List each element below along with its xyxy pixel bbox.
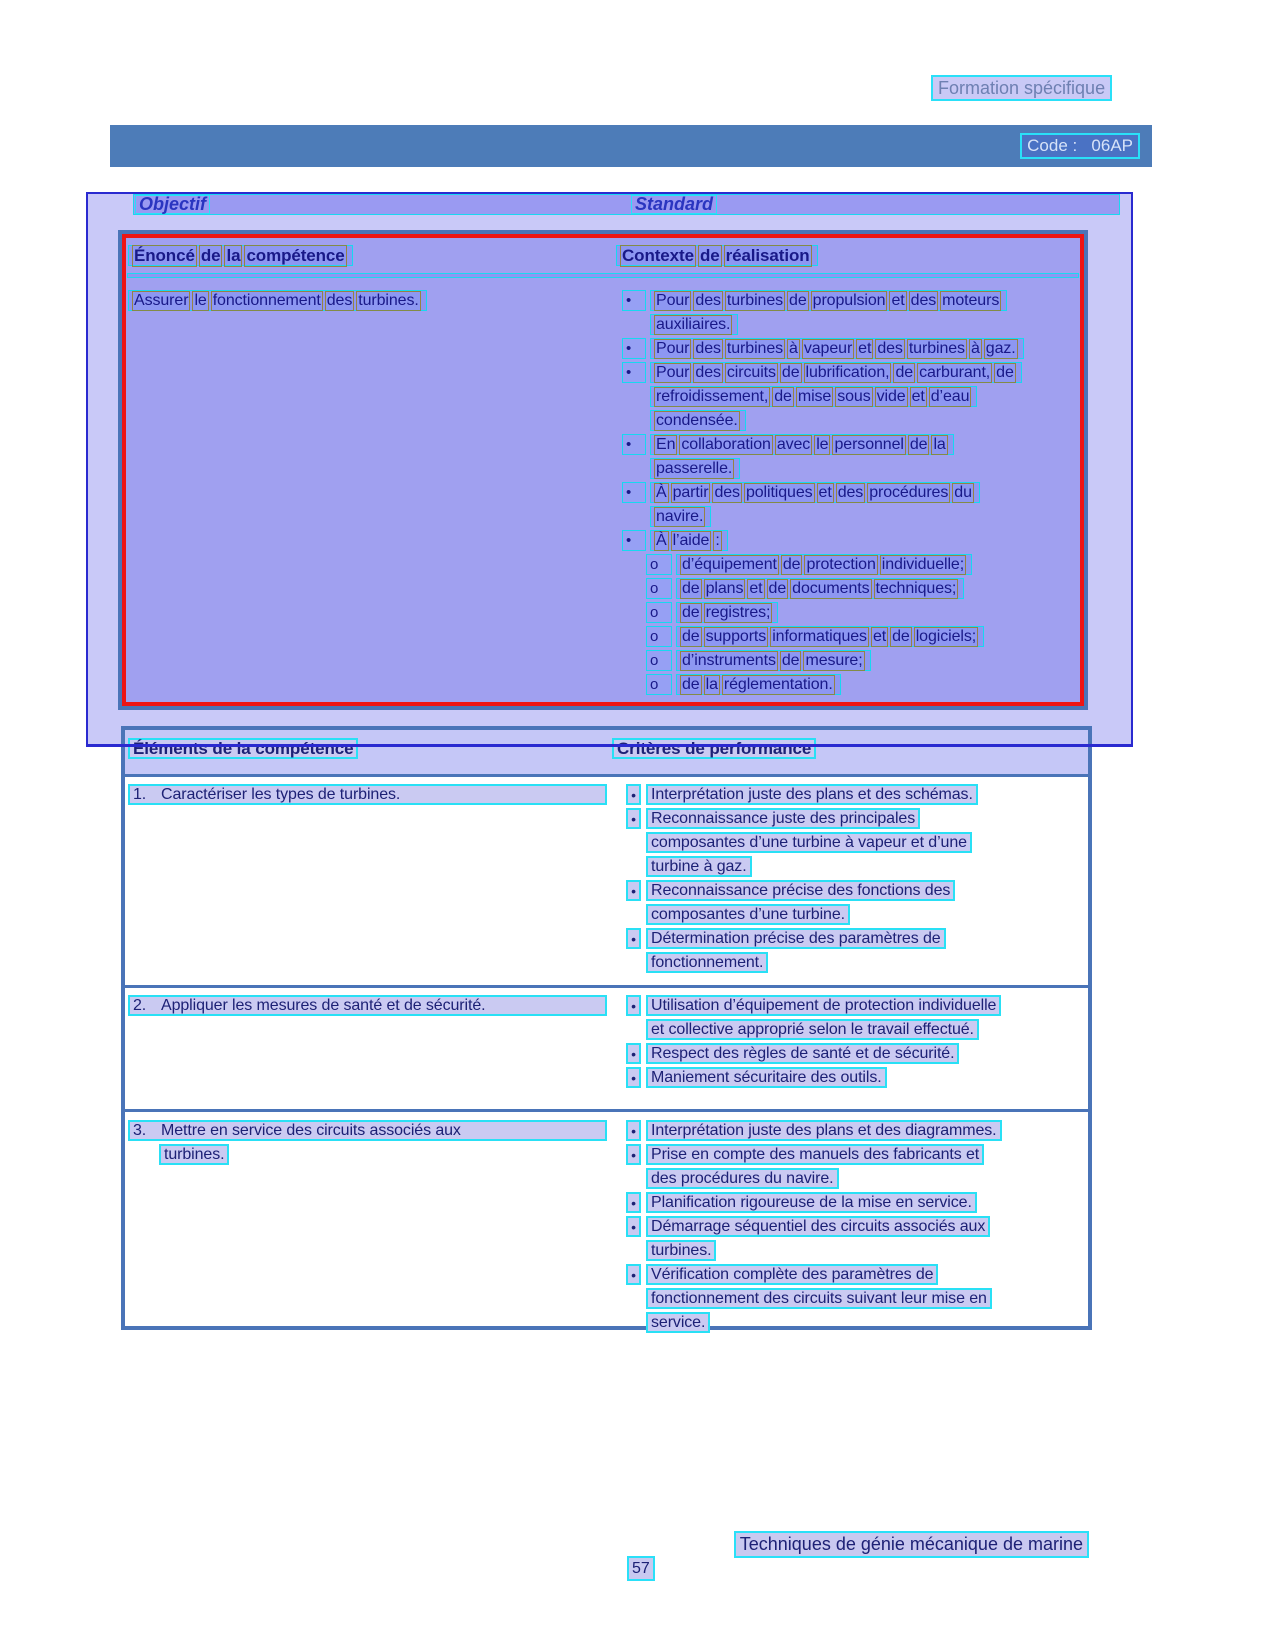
word-box: de bbox=[699, 245, 720, 265]
elements-criteria-table bbox=[121, 726, 1092, 1330]
element-line bbox=[128, 784, 612, 805]
context-line bbox=[616, 434, 1080, 455]
criteria-line bbox=[612, 1288, 1088, 1309]
context-line bbox=[616, 602, 1080, 623]
word-box: le bbox=[816, 435, 829, 453]
ocr-line: composantes d’une turbine. bbox=[646, 904, 850, 925]
word-box: de bbox=[682, 579, 700, 597]
col-header-contexte bbox=[616, 245, 818, 266]
word-box: registres; bbox=[705, 603, 771, 621]
bullet-icon: • bbox=[622, 362, 646, 383]
word-box: vide bbox=[876, 387, 906, 405]
bullet-icon: o bbox=[646, 554, 672, 575]
ocr-line: 1. Caractériser les types de turbines. bbox=[128, 784, 607, 805]
bullet-icon: • bbox=[626, 1264, 641, 1285]
table-row bbox=[125, 1109, 1088, 1334]
bullet-icon: • bbox=[622, 482, 646, 503]
context-list bbox=[616, 290, 1080, 695]
word-box: lubrification, bbox=[805, 363, 890, 381]
word-box: techniques; bbox=[875, 579, 957, 597]
word-box: des bbox=[877, 339, 903, 357]
word-box: des bbox=[837, 483, 864, 501]
element-line bbox=[128, 1120, 612, 1141]
word-box: documents bbox=[792, 579, 870, 597]
context-line bbox=[616, 674, 1080, 695]
word-box: et bbox=[911, 387, 925, 405]
context-line bbox=[616, 482, 1080, 503]
bullet-icon: • bbox=[626, 784, 641, 805]
ocr-line: Maniement sécuritaire des outils. bbox=[646, 1067, 887, 1088]
word-box: de bbox=[682, 603, 700, 621]
word-box: supports bbox=[705, 627, 767, 645]
ocr-line: 3. Mettre en service des circuits associés aux bbox=[128, 1120, 607, 1141]
ocr-line: Respect des règles de santé et de sécurité. bbox=[646, 1043, 959, 1064]
word-box: de bbox=[781, 363, 800, 381]
criteria-line bbox=[612, 995, 1088, 1016]
word-box: à bbox=[970, 339, 980, 357]
context-line bbox=[616, 410, 1080, 431]
ocr-line: Reconnaissance juste des principales bbox=[646, 808, 920, 829]
bullet-icon: • bbox=[622, 290, 646, 311]
word-box: de bbox=[895, 363, 914, 381]
ocr-line bbox=[650, 290, 1007, 311]
ocr-line: fonctionnement des circuits suivant leur mise en bbox=[646, 1288, 992, 1309]
ocr-line: composantes d’une turbine à vapeur et d’une bbox=[646, 832, 972, 853]
criteria-line bbox=[612, 1312, 1088, 1333]
element-line bbox=[128, 995, 612, 1016]
ocr-line: Utilisation d’équipement de protection individuelle bbox=[646, 995, 1001, 1016]
word-box: du bbox=[954, 483, 972, 501]
ocr-line: Interprétation juste des plans et des schémas. bbox=[646, 784, 978, 805]
bullet-icon: o bbox=[646, 626, 672, 647]
elements-rows bbox=[125, 777, 1088, 1334]
word-box: des bbox=[695, 363, 721, 381]
ocr-line: Reconnaissance précise des fonctions des bbox=[646, 880, 955, 901]
col-header-criteres: Critères de performance bbox=[612, 738, 816, 759]
word-box: à bbox=[789, 339, 798, 357]
word-box: la bbox=[226, 245, 241, 265]
word-box: collaboration bbox=[681, 435, 771, 453]
word-box: turbines. bbox=[358, 291, 419, 309]
criteria-line bbox=[612, 1144, 1088, 1165]
ocr-line: 2. Appliquer les mesures de santé et de sécurité. bbox=[128, 995, 607, 1016]
ocr-line bbox=[650, 458, 740, 479]
context-line bbox=[616, 554, 1080, 575]
heading-standard: Standard bbox=[631, 195, 717, 214]
bullet-icon: • bbox=[622, 530, 646, 551]
word-box: et bbox=[818, 483, 832, 501]
word-box: carburant, bbox=[919, 363, 991, 381]
bullet-icon: o bbox=[646, 578, 672, 599]
word-box: : bbox=[715, 531, 720, 549]
criteria-cell bbox=[612, 784, 1088, 985]
bullet-icon: • bbox=[626, 1144, 641, 1165]
element-line bbox=[128, 1144, 612, 1165]
bullet-icon: o bbox=[646, 674, 672, 695]
criteria-line bbox=[612, 1192, 1088, 1213]
word-box: À bbox=[656, 531, 667, 549]
word-box: de bbox=[782, 555, 801, 573]
word-box: fonctionnement bbox=[212, 291, 321, 309]
word-box: propulsion bbox=[812, 291, 886, 309]
ocr-line bbox=[650, 338, 1024, 359]
header-separator bbox=[127, 273, 1079, 278]
ocr-line bbox=[676, 650, 871, 671]
ocr-line: service. bbox=[646, 1312, 710, 1333]
bullet-icon: • bbox=[626, 1216, 641, 1237]
word-box: navire. bbox=[656, 507, 704, 525]
word-box: la bbox=[933, 435, 946, 453]
word-box: Pour bbox=[656, 339, 690, 357]
word-box: Contexte bbox=[622, 245, 694, 265]
ocr-line bbox=[650, 530, 728, 551]
word-box: et bbox=[749, 579, 763, 597]
bullet-icon: • bbox=[626, 1192, 641, 1213]
col-header-elements: Éléments de la compétence bbox=[128, 738, 358, 759]
competence-context-table bbox=[118, 230, 1088, 710]
word-box: personnel bbox=[834, 435, 904, 453]
word-box: mesure; bbox=[805, 651, 863, 669]
criteria-line bbox=[612, 1264, 1088, 1285]
word-box: Énoncé bbox=[134, 245, 195, 265]
word-box: À bbox=[656, 483, 667, 501]
word-box: de bbox=[909, 435, 928, 453]
word-box: moteurs bbox=[942, 291, 1000, 309]
word-box: logiciels; bbox=[915, 627, 977, 645]
word-box: de bbox=[789, 291, 807, 309]
word-box: condensée. bbox=[656, 411, 738, 429]
context-line bbox=[616, 314, 1080, 335]
word-box: politiques bbox=[745, 483, 813, 501]
word-box: mise bbox=[797, 387, 832, 405]
code-badge: Code : 06AP bbox=[1020, 133, 1140, 159]
ocr-line bbox=[650, 410, 746, 431]
bullet-icon: • bbox=[626, 995, 641, 1016]
item-number: 2. bbox=[133, 996, 147, 1014]
ocr-line bbox=[676, 674, 841, 695]
word-box: gaz. bbox=[985, 339, 1016, 357]
ocr-line: turbine à gaz. bbox=[646, 856, 752, 877]
word-box: procédures bbox=[869, 483, 949, 501]
ocr-line: turbines. bbox=[646, 1240, 716, 1261]
ocr-line bbox=[650, 482, 980, 503]
word-box: d’instruments bbox=[682, 651, 776, 669]
title-bar bbox=[110, 125, 1152, 167]
word-box: des bbox=[326, 291, 353, 309]
context-line bbox=[616, 362, 1080, 383]
ocr-line bbox=[676, 554, 972, 575]
criteria-line bbox=[612, 1043, 1088, 1064]
competence-statement bbox=[128, 290, 427, 311]
word-box: de bbox=[682, 675, 700, 693]
context-line bbox=[616, 338, 1080, 359]
ocr-line: Vérification complète des paramètres de bbox=[646, 1264, 938, 1285]
element-cell bbox=[125, 995, 612, 1109]
word-box: et bbox=[891, 291, 905, 309]
word-box: des bbox=[695, 291, 721, 309]
criteria-line bbox=[612, 904, 1088, 925]
ocr-line: fonctionnement. bbox=[646, 952, 768, 973]
context-line bbox=[616, 506, 1080, 527]
ocr-line bbox=[650, 386, 977, 407]
ocr-line: Interprétation juste des plans et des diagrammes. bbox=[646, 1120, 1002, 1141]
header-note: Formation spécifique bbox=[931, 75, 1112, 101]
word-box: plans bbox=[705, 579, 744, 597]
word-box: des bbox=[695, 339, 721, 357]
bullet-icon: o bbox=[646, 650, 672, 671]
word-box: réglementation. bbox=[723, 675, 833, 693]
context-line bbox=[616, 626, 1080, 647]
ocr-line bbox=[676, 626, 984, 647]
word-box: turbines bbox=[726, 291, 784, 309]
item-number: 1. bbox=[133, 785, 147, 803]
ocr-line: Planification rigoureuse de la mise en service. bbox=[646, 1192, 977, 1213]
word-box: la bbox=[705, 675, 718, 693]
word-box: protection bbox=[806, 555, 876, 573]
element-cell bbox=[125, 784, 612, 985]
word-box: partir bbox=[672, 483, 709, 501]
word-box: sous bbox=[837, 387, 871, 405]
word-box: individuelle; bbox=[881, 555, 965, 573]
criteria-line bbox=[612, 832, 1088, 853]
word-box: passerelle. bbox=[656, 459, 733, 477]
word-box: et bbox=[872, 627, 887, 645]
bullet-icon: • bbox=[626, 808, 641, 829]
criteria-line bbox=[612, 952, 1088, 973]
criteria-line bbox=[612, 808, 1088, 829]
word-box: Assurer bbox=[134, 291, 189, 309]
criteria-line bbox=[612, 1168, 1088, 1189]
context-line bbox=[616, 386, 1080, 407]
ocr-line: Prise en compte des manuels des fabricants et bbox=[646, 1144, 984, 1165]
word-box: de bbox=[768, 579, 787, 597]
bullet-icon: • bbox=[626, 1043, 641, 1064]
ocr-line: turbines. bbox=[159, 1144, 229, 1165]
bullet-icon: • bbox=[626, 1067, 641, 1088]
word-box: auxiliaires. bbox=[656, 315, 731, 333]
footer-program: Techniques de génie mécanique de marine bbox=[734, 1531, 1089, 1558]
context-line bbox=[616, 290, 1080, 311]
word-box: vapeur bbox=[803, 339, 853, 357]
word-box: de bbox=[200, 245, 221, 265]
context-line bbox=[616, 578, 1080, 599]
word-box: compétence bbox=[246, 245, 345, 265]
page-number: 57 bbox=[627, 1556, 655, 1581]
ocr-line: Détermination précise des paramètres de bbox=[646, 928, 946, 949]
word-box: turbines bbox=[726, 339, 784, 357]
word-box: turbines bbox=[908, 339, 965, 357]
word-box: refroidissement, bbox=[656, 387, 769, 405]
context-line bbox=[616, 650, 1080, 671]
ocr-line: des procédures du navire. bbox=[646, 1168, 839, 1189]
bullet-icon: • bbox=[626, 1120, 641, 1141]
criteria-line bbox=[612, 1240, 1088, 1261]
word-box: des bbox=[714, 483, 740, 501]
ocr-line bbox=[650, 506, 711, 527]
criteria-line bbox=[612, 1120, 1088, 1141]
bullet-icon: • bbox=[626, 880, 641, 901]
criteria-cell bbox=[612, 1120, 1088, 1334]
criteria-line bbox=[612, 1216, 1088, 1237]
word-box: Pour bbox=[656, 363, 690, 381]
ocr-line: Démarrage séquentiel des circuits associés aux bbox=[646, 1216, 990, 1237]
heading-objectif: Objectif bbox=[135, 195, 210, 214]
word-box: l’aide bbox=[672, 531, 710, 549]
criteria-line bbox=[612, 856, 1088, 877]
context-line bbox=[616, 458, 1080, 479]
panel-bottom-border bbox=[86, 744, 1133, 747]
table-row bbox=[125, 985, 1088, 1109]
word-box: avec bbox=[776, 435, 811, 453]
ocr-line: et collective approprié selon le travail effectué. bbox=[646, 1019, 979, 1040]
col-header-enonce bbox=[128, 245, 353, 266]
section-heading-strip bbox=[133, 194, 1120, 215]
ocr-line bbox=[650, 362, 1022, 383]
bullet-icon: • bbox=[622, 434, 646, 455]
ocr-line bbox=[676, 578, 964, 599]
word-box: de bbox=[996, 363, 1014, 381]
word-box: circuits bbox=[726, 363, 776, 381]
word-box: En bbox=[656, 435, 676, 453]
criteria-line bbox=[612, 880, 1088, 901]
table-row bbox=[125, 777, 1088, 985]
word-box: de bbox=[892, 627, 910, 645]
ocr-line bbox=[650, 314, 738, 335]
criteria-line bbox=[612, 1067, 1088, 1088]
word-box: Pour bbox=[656, 291, 690, 309]
bullet-icon: o bbox=[646, 602, 672, 623]
criteria-cell bbox=[612, 995, 1088, 1109]
ocr-line bbox=[676, 602, 778, 623]
word-box: de bbox=[682, 627, 700, 645]
word-box: informatiques bbox=[772, 627, 867, 645]
criteria-line bbox=[612, 1019, 1088, 1040]
word-box: des bbox=[910, 291, 937, 309]
word-box: d’eau bbox=[930, 387, 970, 405]
element-cell bbox=[125, 1120, 612, 1334]
word-box: et bbox=[858, 339, 872, 357]
word-box: d’équipement bbox=[682, 555, 777, 573]
word-box: le bbox=[194, 291, 207, 309]
word-box: de bbox=[781, 651, 800, 669]
item-number: 3. bbox=[133, 1121, 147, 1139]
word-box: de bbox=[774, 387, 792, 405]
ocr-line bbox=[650, 434, 954, 455]
word-box: réalisation bbox=[725, 245, 810, 265]
bullet-icon: • bbox=[622, 338, 646, 359]
criteria-line bbox=[612, 928, 1088, 949]
bullet-icon: • bbox=[626, 928, 641, 949]
criteria-line bbox=[612, 784, 1088, 805]
context-line bbox=[616, 530, 1080, 551]
